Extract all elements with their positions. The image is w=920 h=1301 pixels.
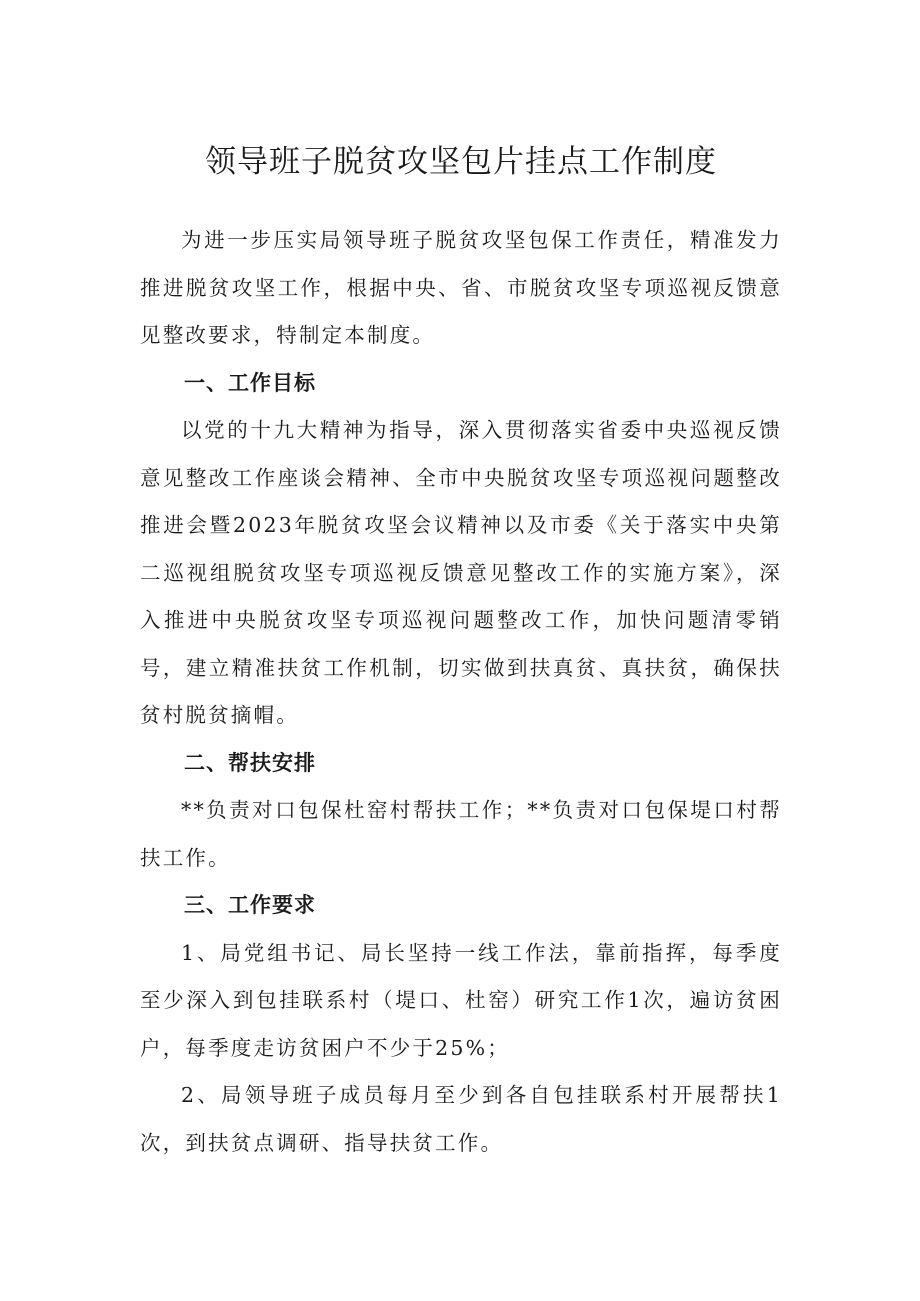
goals-paragraph: 以党的十九大精神为指导，深入贯彻落实省委中央巡视反馈意见整改工作座谈会精神、全市中央脱贫攻坚专项巡视问题整改推进会暨2023年脱贫攻坚会议精神以及市委《关于落实中央第二巡视组脱贫攻坚专项巡视反馈意见整改工作的实施方案》，深入推进中央脱贫攻坚专项巡视问题整改工作，加快问题清零销号，建立精准扶贫工作机制，切实做到扶真贫、真扶贫，确保扶贫村脱贫摘帽。 — [140, 418, 782, 727]
section-heading-requirements: 三、工作要求 — [184, 893, 316, 917]
requirement-item-2: 2、局领导班子成员每月至少到各自包挂联系村开展帮扶1次，到扶贫点调研、指导扶贫工作。 — [140, 1083, 782, 1155]
intro-paragraph: 为进一步压实局领导班子脱贫攻坚包保工作责任，精准发力推进脱贫攻坚工作，根据中央、省、市脱贫攻坚专项巡视反馈意见整改要求，特制定本制度。 — [140, 228, 782, 347]
section-heading-arrangement: 二、帮扶安排 — [184, 750, 316, 775]
arrangement-paragraph: **负责对口包保杜窑村帮扶工作；**负责对口包保堤口村帮扶工作。 — [140, 798, 782, 870]
document-body — [140, 217, 782, 1167]
document-title: 领导班子脱贫攻坚包片挂点工作制度 — [205, 144, 717, 180]
section-heading-goals: 一、工作目标 — [184, 370, 316, 395]
requirement-item-1: 1、局党组书记、局长坚持一线工作法，靠前指挥，每季度至少深入到包挂联系村（堤口、杜窑）研究工作1次，遍访贫困户，每季度走访贫困户不少于25%； — [140, 940, 782, 1060]
